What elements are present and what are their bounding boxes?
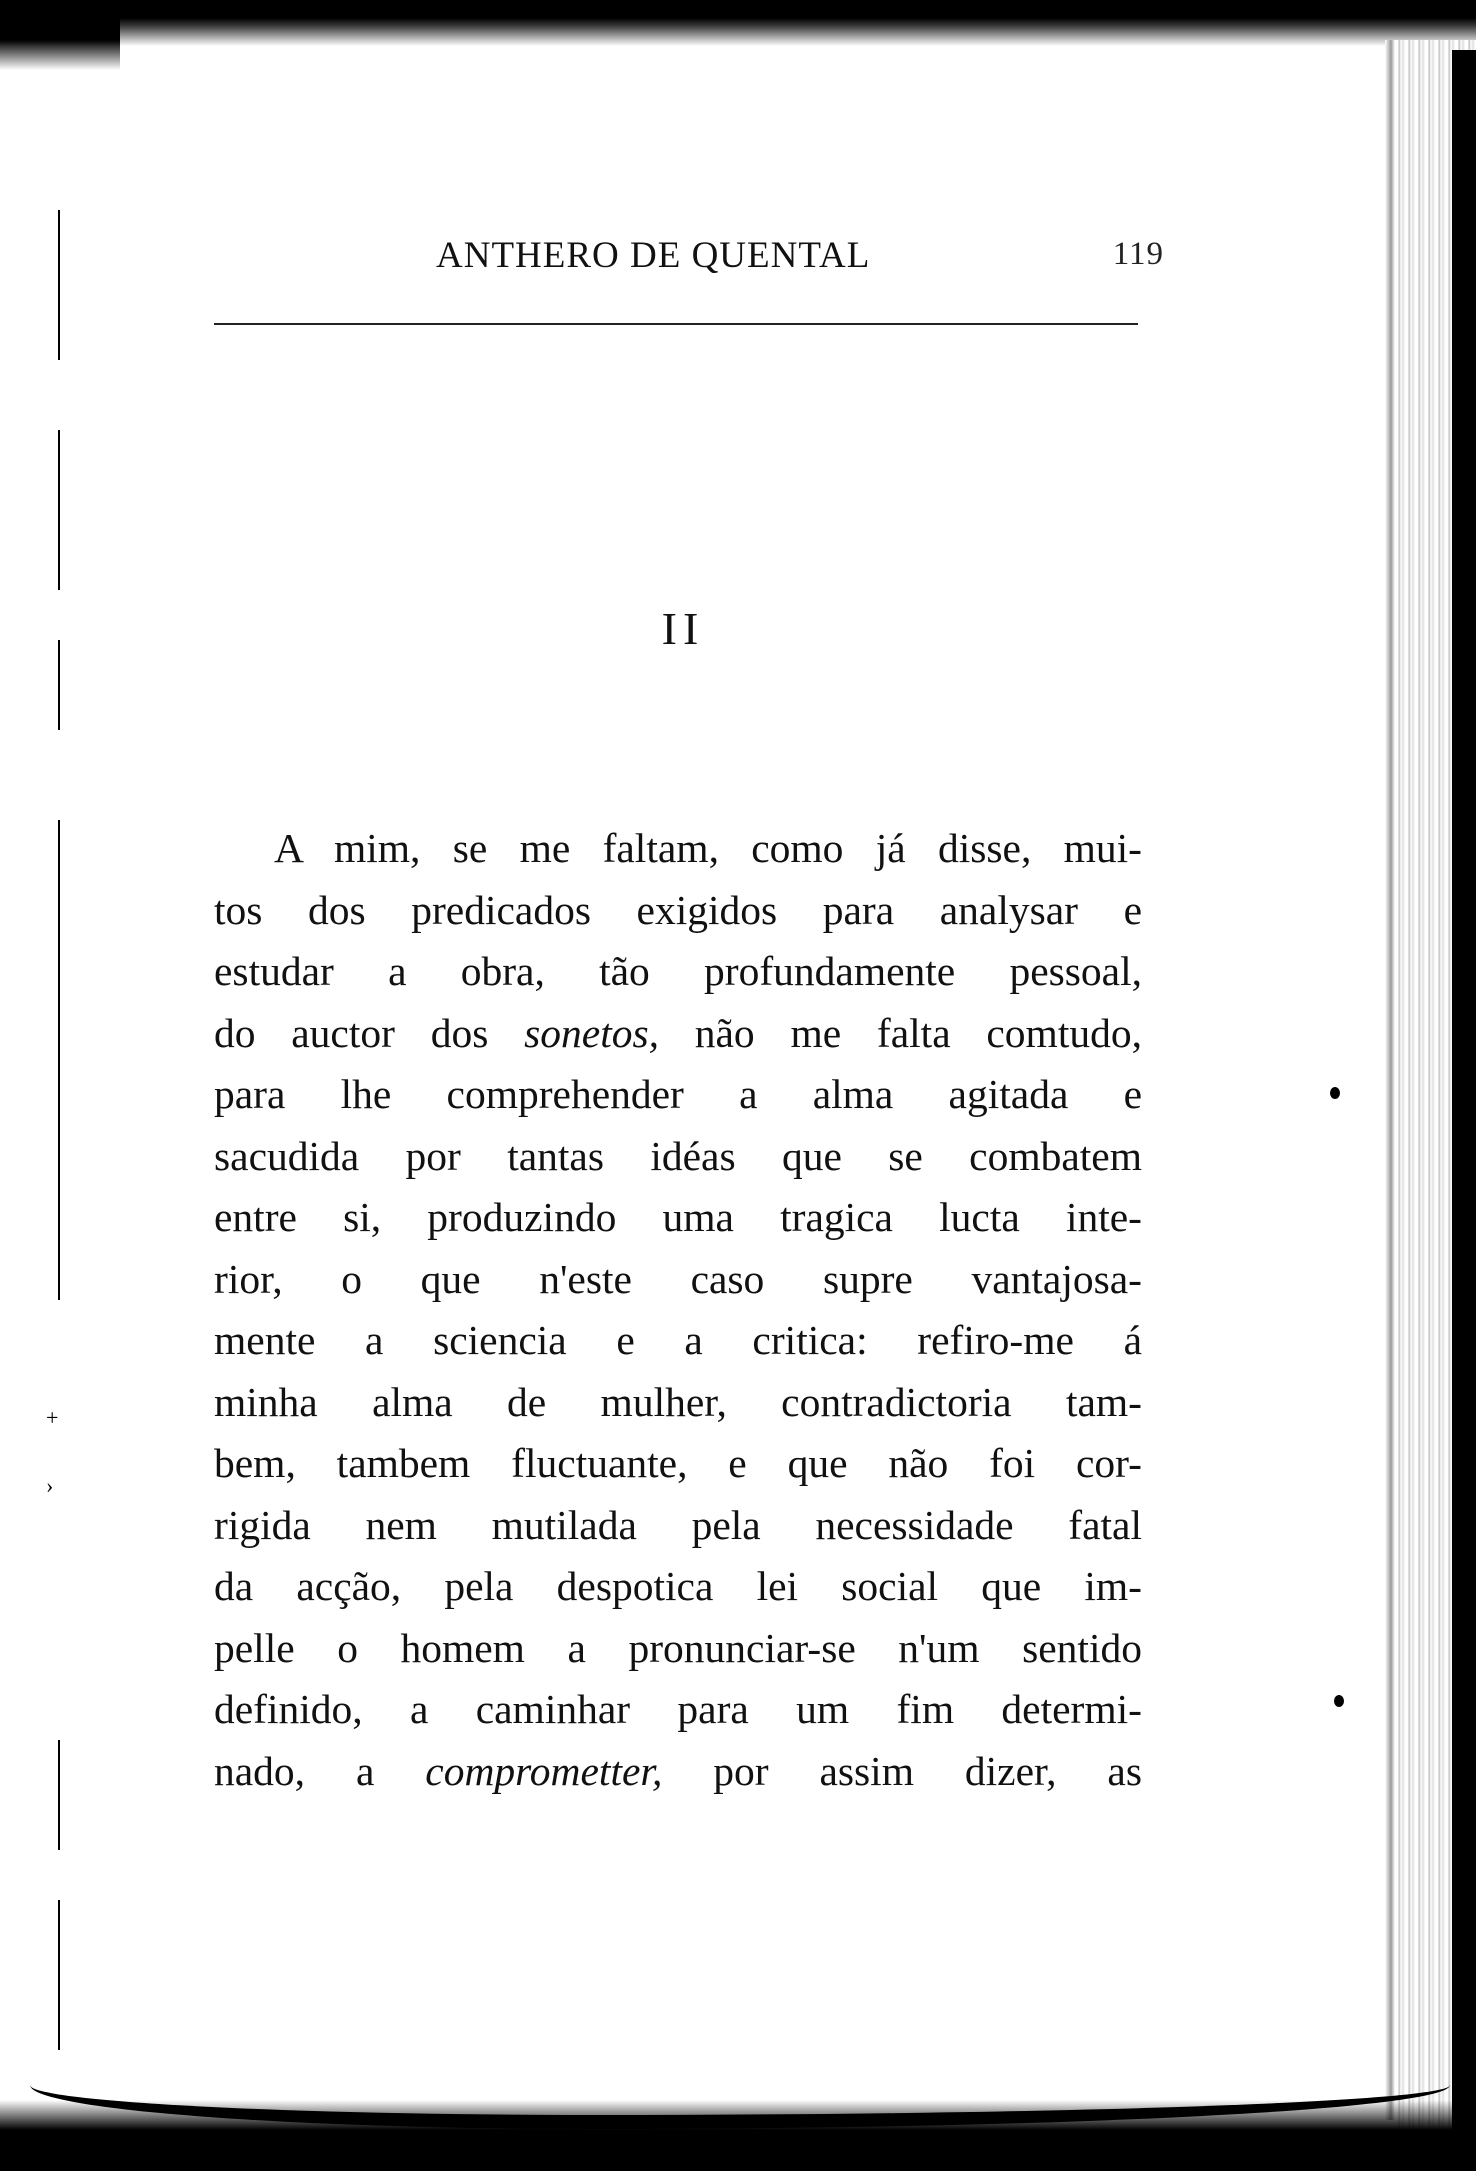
body-paragraph [214,818,1142,1802]
scan-left-mark [58,1740,60,1850]
scan-left-speck: › [46,1473,54,1498]
text-segment: do auctor dos [214,1009,525,1056]
text-segment: nado, a [214,1747,426,1794]
text-segment: por assim dizer, as [662,1747,1143,1794]
page-number: 119 [1112,236,1164,272]
running-head [214,234,1164,284]
text-line: para lhe comprehender a alma agitada e [214,1071,1142,1117]
text-line: sacudida por tantas idéas que se combatem [214,1132,1142,1179]
text-line [214,1741,1142,1803]
italic-title: sonetos, [524,1009,659,1056]
text-line: A mim, se me faltam, como já disse, mui- [274,825,1142,871]
header-rule [214,323,1138,325]
scan-speck [1330,1087,1340,1099]
text-line: tos dos predicados exigidos para analysar e [214,886,1142,933]
text-line: definido, a caminhar para um fim determi- [214,1686,1142,1732]
text-line: minha alma de mulher, contradictoria tam- [214,1378,1142,1425]
italic-word: comprometter, [425,1747,663,1794]
scan-right-edge [1452,50,1476,2130]
text-line [214,1003,1142,1065]
section-numeral: II [661,603,705,654]
text-line: estudar a obra, tão profundamente pessoal, [214,948,1142,994]
text-line: bem, tambem fluctuante, e que não foi cor- [214,1440,1142,1486]
scan-speck [1334,1695,1344,1707]
scan-top-edge [0,0,1476,46]
scan-left-speck: + [46,1405,59,1430]
text-line: da acção, pela despotica lei social que im- [214,1563,1142,1609]
text-line: rigida nem mutilada pela necessidade fatal [214,1501,1142,1548]
running-title: ANTHERO DE QUENTAL [436,235,871,276]
text-line: rior, o que n'este caso supre vantajosa- [214,1255,1142,1302]
scan-top-left-shadow [0,0,120,70]
text-line: pelle o homem a pronunciar-se n'um sentido [214,1624,1142,1671]
text-segment: não me falta comtudo, [659,1009,1142,1056]
scan-right-gutter [1385,40,1395,2120]
scan-left-mark [58,430,60,590]
scan-left-mark [58,210,60,360]
scan-left-mark [58,1900,60,2050]
scan-left-mark [58,820,60,1300]
text-line: entre si, produzindo uma tragica lucta inte- [214,1194,1142,1240]
text-line: mente a sciencia e a critica: refiro-me á [214,1317,1142,1363]
scan-bottom-edge [0,2100,1476,2171]
